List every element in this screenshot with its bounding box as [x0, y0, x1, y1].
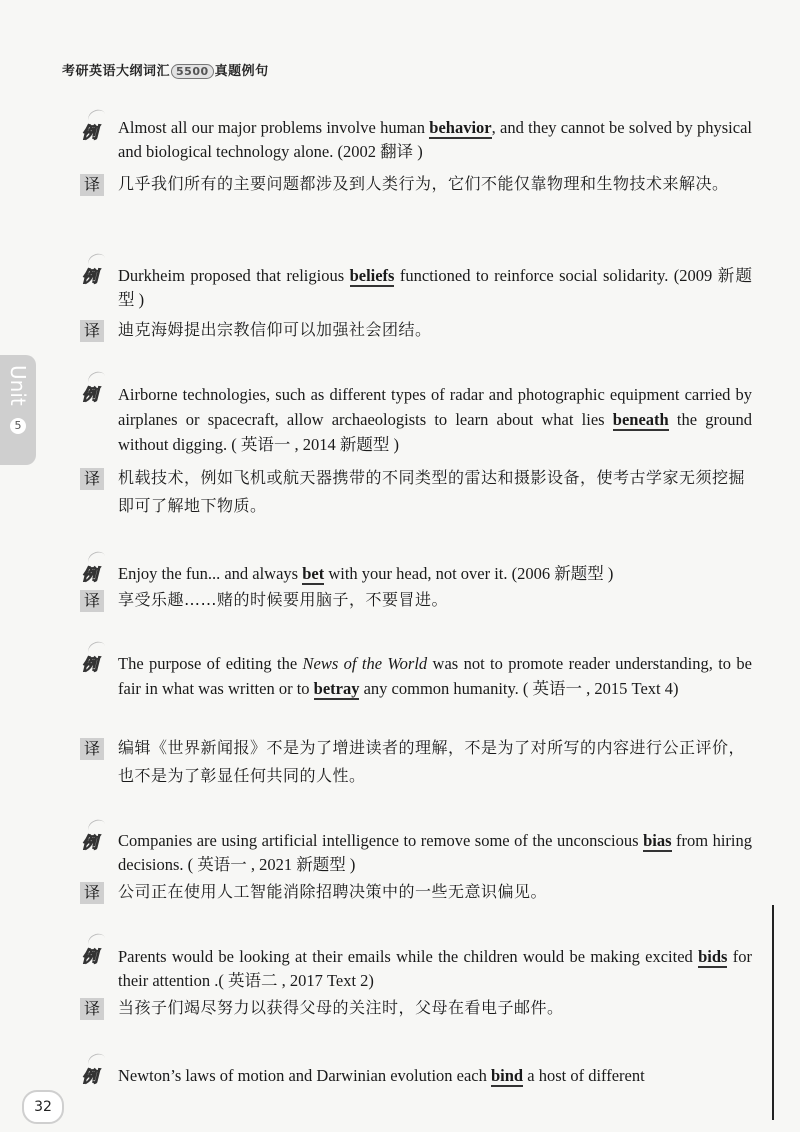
keyword: bias — [643, 831, 672, 850]
header-prefix: 考研英语大纲词汇 — [62, 64, 171, 79]
example-sentence: Parents would be looking at their emails while the children would be making excited bids for their attention .( 英语二 , 2017 Text 2) — [118, 947, 752, 990]
unit-label: Unit — [6, 365, 30, 406]
keyword: behavior — [429, 118, 492, 137]
page-header — [62, 60, 269, 79]
example-marker-icon: 例 — [78, 380, 114, 410]
example-sentence: Almost all our major problems involve human behavior, and they cannot be solved by physical and biological technology alone. (2002 翻译 ) — [118, 118, 752, 161]
translation-marker-icon: 译 — [80, 590, 104, 612]
header-suffix: 真题例句 — [214, 64, 269, 79]
example-sentence: Companies are using artificial intelligence to remove some of the unconscious bias from hiring decisions. ( 英语一 , 2021 新题型 ) — [118, 831, 752, 874]
keyword: bids — [698, 947, 728, 966]
translation-text: 机载技术，例如飞机或航天器携带的不同类型的雷达和摄影设备，使考古学家无须挖掘即可了解地下物质。 — [118, 468, 746, 515]
unit-number: 5 — [10, 418, 26, 434]
example-marker-icon: 例 — [78, 262, 114, 292]
example-marker-icon: 例 — [78, 828, 114, 858]
header-badge: 5500 — [171, 64, 214, 79]
example-marker-icon: 例 — [78, 1062, 114, 1092]
keyword: beliefs — [349, 266, 395, 285]
translation-marker-icon: 译 — [80, 174, 104, 196]
example-marker-icon: 例 — [78, 560, 114, 590]
example-sentence: Enjoy the fun... and always bet with your head, not over it. (2006 新题型 ) — [118, 564, 614, 583]
translation-text: 编辑《世界新闻报》不是为了增进读者的理解，不是为了对所写的内容进行公正评价，也不是为了彰显任何共同的人性。 — [118, 738, 746, 785]
translation-marker-icon: 译 — [80, 882, 104, 904]
translation-text: 享受乐趣……赌的时候要用脑子，不要冒进。 — [118, 590, 449, 609]
keyword: bind — [491, 1066, 524, 1085]
translation-marker-icon: 译 — [80, 320, 104, 342]
keyword: bet — [302, 564, 325, 583]
unit-tab — [0, 355, 36, 465]
translation-text: 几乎我们所有的主要问题都涉及到人类行为，它们不能仅靠物理和生物技术来解决。 — [118, 174, 729, 193]
translation-marker-icon: 译 — [80, 738, 104, 760]
keyword: beneath — [612, 410, 669, 429]
publication-title: News of the World — [302, 654, 428, 673]
example-marker-icon: 例 — [78, 650, 114, 680]
page-number: 32 — [22, 1090, 64, 1124]
translation-marker-icon: 译 — [80, 468, 104, 490]
example-marker-icon: 例 — [78, 942, 114, 972]
example-sentence: Durkheim proposed that religious beliefs functioned to reinforce social solidarity. (2009 新题型 ) — [118, 266, 752, 309]
keyword: betray — [313, 679, 360, 698]
translation-text: 公司正在使用人工智能消除招聘决策中的一些无意识偏见。 — [118, 882, 548, 901]
translation-text: 迪克海姆提出宗教信仰可以加强社会团结。 — [118, 320, 432, 339]
translation-text: 当孩子们竭尽努力以获得父母的关注时，父母在看电子邮件。 — [118, 998, 564, 1017]
margin-line — [772, 905, 774, 1120]
translation-marker-icon: 译 — [80, 998, 104, 1020]
example-sentence: The purpose of editing the News of the World was not to promote reader understanding, to be fair in what was written or to betray any common humanity. ( 英语一 , 2015 Text 4) — [118, 654, 753, 698]
example-sentence: Airborne technologies, such as different types of radar and photographic equipment carried by airplanes or spacecraft, allow archaeologists to learn about what lies beneath the ground without digging. ( 英语一 , 2014 新题型 ) — [118, 385, 752, 454]
example-marker-icon: 例 — [78, 118, 114, 148]
example-sentence: Newton’s laws of motion and Darwinian evolution each bind a host of different — [118, 1066, 645, 1085]
